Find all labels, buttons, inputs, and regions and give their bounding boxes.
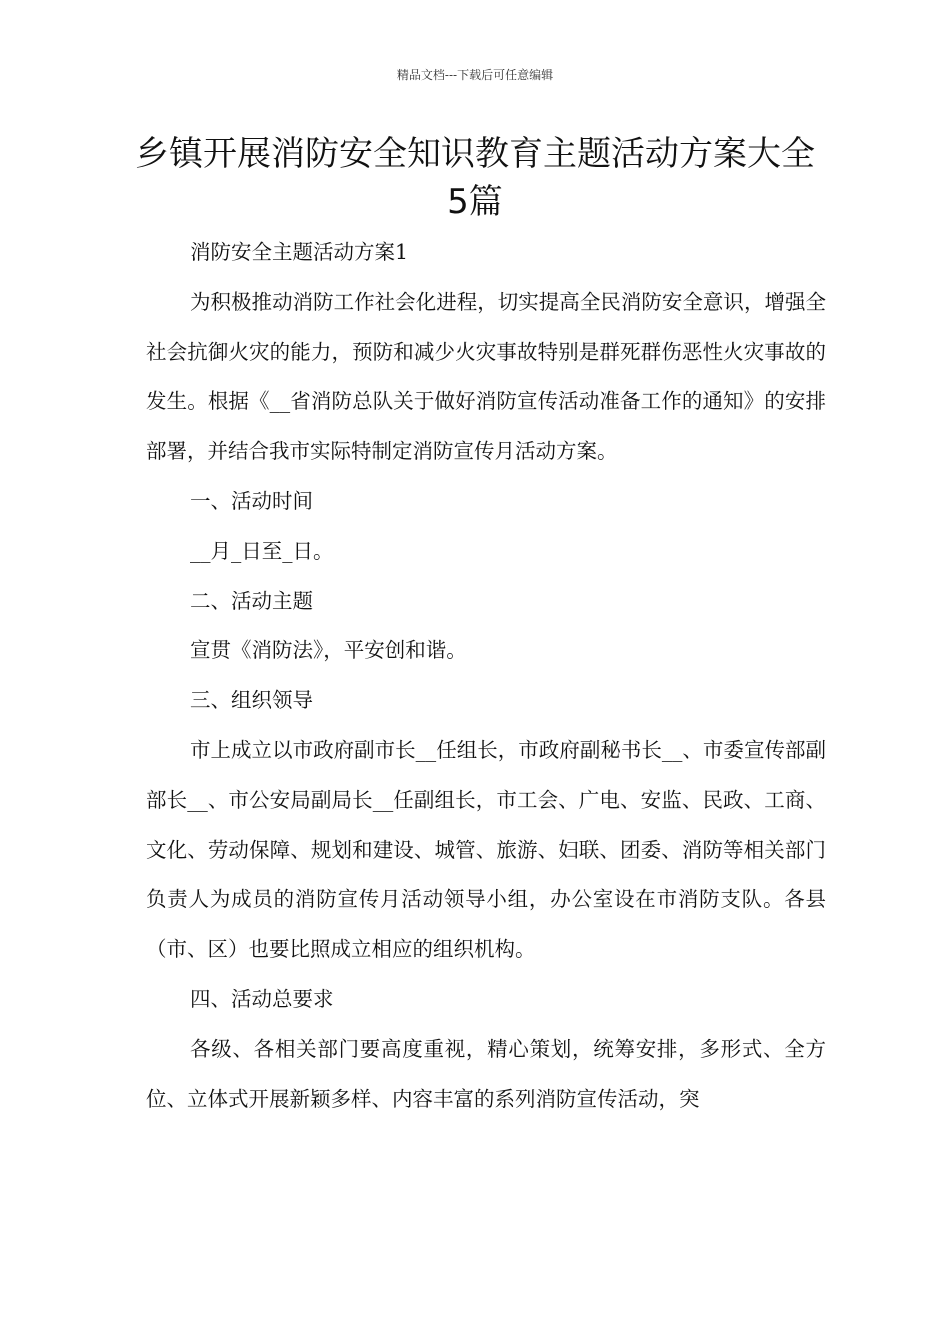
paragraph: __月_日至_日。 xyxy=(190,538,334,563)
section-heading: 四、活动总要求 xyxy=(190,986,334,1011)
header-note: 精品文档---下载后可任意编辑 xyxy=(396,68,554,82)
section-heading: 三、组织领导 xyxy=(190,688,313,713)
paragraph: 为积极推动消防工作社会化进程，切实提高全民消防安全意识，增强全社会抗御火灾的能力，预防和减少火灾事故特别是群死群伤恶性火灾事故的发生。根据《__省消防总队关于做好消防宣传活动准备工作的通知》的安排部署，并结合我市实际特制定消防宣传月活动方案。 xyxy=(146,289,826,464)
document-title: 乡镇开展消防安全知识教育主题活动方案大全5篇 xyxy=(135,134,815,222)
section-heading: 消防安全主题活动方案1 xyxy=(190,240,409,264)
section-heading: 一、活动时间 xyxy=(190,488,313,513)
paragraph: 各级、各相关部门要高度重视，精心策划，统筹安排，多形式、全方位、立体式开展新颖多样、内容丰富的系列消防宣传活动，突 xyxy=(146,1036,826,1111)
paragraph: 市上成立以市政府副市长__任组长，市政府副秘书长__、市委宣传部副部长__、市公安局副局长__任副组长，市工会、广电、安监、民政、工商、文化、劳动保障、规划和建设、城管、旅游、妇联、团委、消防等相关部门负责人为成员的消防宣传月活动领导小组，办公室设在市消防支队。各县（市、区）也要比照成立相应的组织机构。 xyxy=(146,737,826,962)
document-body xyxy=(146,228,826,1124)
section-heading: 二、活动主题 xyxy=(190,588,313,613)
paragraph: 宣贯《消防法》，平安创和谐。 xyxy=(190,638,467,663)
